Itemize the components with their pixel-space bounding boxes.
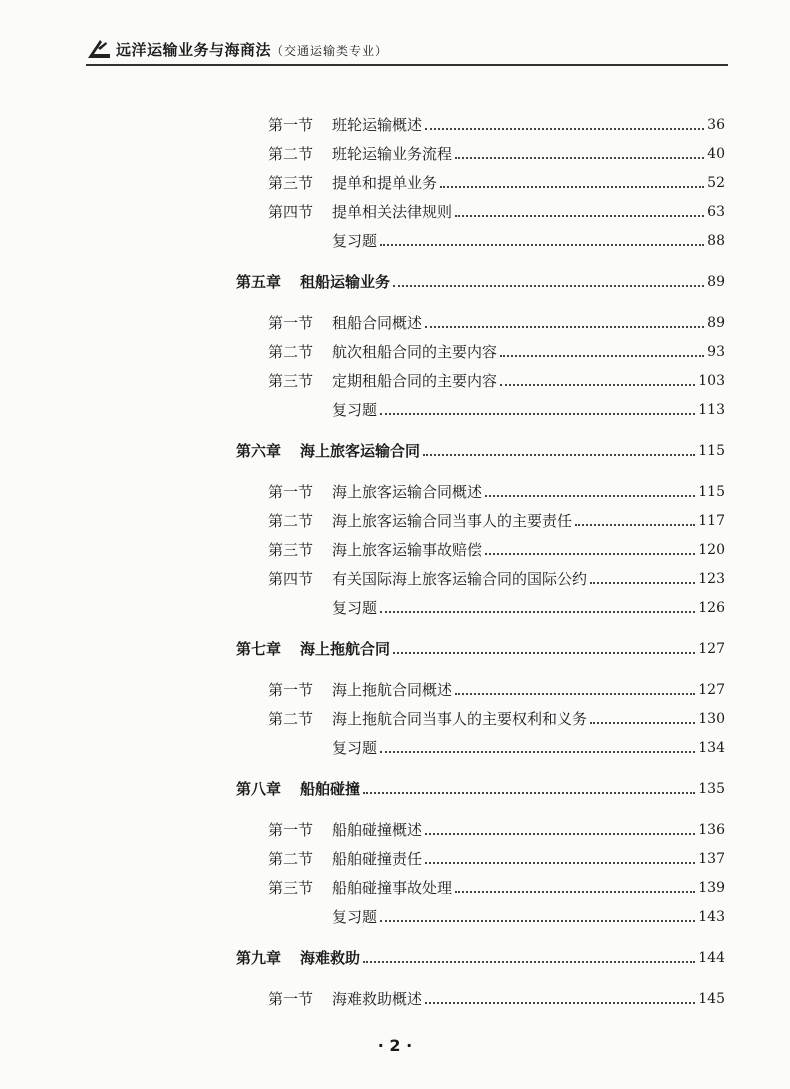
toc-entry-number: 第八章: [236, 780, 282, 798]
toc-entry-page: 136: [698, 822, 725, 838]
toc-chapter-row[interactable]: [236, 778, 725, 800]
toc-section-row[interactable]: [268, 539, 725, 561]
toc-leader-dots: [425, 833, 695, 835]
toc-leader-dots: [425, 1002, 695, 1004]
page-number: · 2 ·: [377, 1036, 413, 1055]
toc-entry-number: 第二节: [268, 850, 314, 868]
toc-leader-dots: [393, 652, 695, 654]
toc-section-row[interactable]: [268, 143, 725, 165]
toc-entry-title: 海上旅客运输合同概述: [332, 483, 483, 501]
toc-entry-number: 第一节: [268, 990, 314, 1008]
toc-entry-number: 第三节: [268, 372, 314, 390]
toc-entry-title: 租船合同概述: [332, 314, 423, 332]
toc-entry-page: 89: [707, 274, 725, 290]
toc-section-row[interactable]: [268, 370, 725, 392]
toc-entry-number: 第七章: [236, 640, 282, 658]
toc-section-row[interactable]: [268, 312, 725, 334]
toc-leader-dots: [500, 384, 695, 386]
toc-entry-number: 第三节: [268, 174, 314, 192]
toc-section-row[interactable]: [268, 399, 725, 421]
toc-entry-title: 复习题: [332, 739, 378, 757]
toc-entry-page: 63: [707, 204, 725, 220]
book-title: 远洋运输业务与海商法（交通运输类专业）: [116, 41, 389, 59]
toc-section-row[interactable]: [268, 679, 725, 701]
toc-leader-dots: [425, 128, 704, 130]
toc-leader-dots: [500, 355, 704, 357]
toc-entry-number: 第一节: [268, 821, 314, 839]
toc-entry-page: 135: [698, 781, 725, 797]
toc-entry-page: 40: [707, 146, 725, 162]
toc-entry-page: 88: [707, 233, 725, 249]
toc-entry-number: 第一节: [268, 116, 314, 134]
toc-section-row[interactable]: [268, 114, 725, 136]
toc-entry-number: 第二节: [268, 512, 314, 530]
toc-entry-number: 第四节: [268, 203, 314, 221]
toc-entry-number: 第二节: [268, 343, 314, 361]
toc-entry-page: 130: [698, 711, 725, 727]
toc-entry-page: 103: [698, 373, 725, 389]
toc-entry-title: 复习题: [332, 908, 378, 926]
toc-entry-page: 139: [698, 880, 725, 896]
toc-section-row[interactable]: [268, 510, 725, 532]
toc-leader-dots: [590, 722, 695, 724]
toc-entry-page: 143: [698, 909, 725, 925]
toc-entry-title: 船舶碰撞概述: [332, 821, 423, 839]
toc-entry-number: 第三节: [268, 879, 314, 897]
toc-section-row[interactable]: [268, 201, 725, 223]
toc-entry-page: 89: [707, 315, 725, 331]
toc-entry-number: 第九章: [236, 949, 282, 967]
toc-section-row[interactable]: [268, 597, 725, 619]
toc-entry-number: 第三节: [268, 541, 314, 559]
toc-leader-dots: [425, 326, 704, 328]
toc-chapter-row[interactable]: [236, 947, 725, 969]
toc-chapter-row[interactable]: [236, 638, 725, 660]
toc-leader-dots: [440, 186, 704, 188]
toc-leader-dots: [380, 611, 695, 613]
toc-leader-dots: [485, 495, 695, 497]
toc-leader-dots: [455, 693, 695, 695]
toc-entry-title: 船舶碰撞: [300, 780, 361, 798]
toc-entry-title: 海上旅客运输事故赔偿: [332, 541, 483, 559]
toc-chapter-row[interactable]: [236, 440, 725, 462]
toc-leader-dots: [485, 553, 695, 555]
toc-entry-title: 定期租船合同的主要内容: [332, 372, 498, 390]
toc-section-row[interactable]: [268, 848, 725, 870]
toc-entry-title: 班轮运输概述: [332, 116, 423, 134]
toc-entry-title: 海上拖航合同: [300, 640, 391, 658]
toc-section-row[interactable]: [268, 988, 725, 1010]
toc-entry-title: 海上旅客运输合同当事人的主要责任: [332, 512, 573, 530]
toc-section-row[interactable]: [268, 341, 725, 363]
toc-leader-dots: [380, 413, 695, 415]
toc-leader-dots: [423, 454, 695, 456]
toc-entry-title: 海上旅客运输合同: [300, 442, 421, 460]
toc-section-row[interactable]: [268, 172, 725, 194]
toc-entry-page: 52: [707, 175, 725, 191]
toc-leader-dots: [575, 524, 695, 526]
book-subtitle: （交通运输类专业）: [271, 44, 389, 58]
toc-leader-dots: [380, 920, 695, 922]
toc-leader-dots: [425, 862, 695, 864]
toc-leader-dots: [455, 891, 695, 893]
toc-entry-page: 145: [698, 991, 725, 1007]
toc-entry-page: 137: [698, 851, 725, 867]
toc-leader-dots: [393, 285, 704, 287]
toc-entry-page: 36: [707, 117, 725, 133]
toc-entry-title: 有关国际海上旅客运输合同的国际公约: [332, 570, 588, 588]
toc-leader-dots: [455, 215, 704, 217]
toc-entry-number: 第五章: [236, 273, 282, 291]
toc-section-row[interactable]: [268, 568, 725, 590]
running-header: [86, 34, 728, 66]
toc-entry-page: 113: [698, 402, 725, 418]
toc-entry-page: 144: [698, 950, 725, 966]
toc-entry-title: 复习题: [332, 599, 378, 617]
toc-entry-title: 班轮运输业务流程: [332, 145, 453, 163]
toc-entry-number: 第六章: [236, 442, 282, 460]
toc-leader-dots: [380, 751, 695, 753]
toc-section-row[interactable]: [268, 819, 725, 841]
toc-entry-title: 提单相关法律规则: [332, 203, 453, 221]
toc-entry-number: 第一节: [268, 681, 314, 699]
toc-entry-title: 海难救助概述: [332, 990, 423, 1008]
toc-entry-page: 117: [698, 513, 725, 529]
toc-leader-dots: [363, 961, 695, 963]
toc-entry-number: 第二节: [268, 145, 314, 163]
toc-entry-title: 提单和提单业务: [332, 174, 438, 192]
toc-entry-number: 第二节: [268, 710, 314, 728]
toc-section-row[interactable]: [268, 737, 725, 759]
toc-entry-page: 127: [698, 682, 725, 698]
toc-entry-title: 船舶碰撞事故处理: [332, 879, 453, 897]
toc-section-row[interactable]: [268, 877, 725, 899]
toc-entry-page: 115: [698, 443, 725, 459]
toc-entry-page: 115: [698, 484, 725, 500]
toc-entry-number: 第一节: [268, 314, 314, 332]
toc-entry-title: 船舶碰撞责任: [332, 850, 423, 868]
toc-entry-title: 复习题: [332, 232, 378, 250]
toc-entry-page: 134: [698, 740, 725, 756]
toc-leader-dots: [380, 244, 704, 246]
toc-section-row[interactable]: [268, 708, 725, 730]
toc-entry-number: 第一节: [268, 483, 314, 501]
toc-entry-title: 海上拖航合同概述: [332, 681, 453, 699]
toc-entry-title: 海难救助: [300, 949, 361, 967]
toc-section-row[interactable]: [268, 906, 725, 928]
toc-chapter-row[interactable]: [236, 271, 725, 293]
toc-entry-page: 127: [698, 641, 725, 657]
toc-entry-title: 租船运输业务: [300, 273, 391, 291]
toc-entry-title: 海上拖航合同当事人的主要权利和义务: [332, 710, 588, 728]
toc-entry-title: 航次租船合同的主要内容: [332, 343, 498, 361]
toc-entry-page: 120: [698, 542, 725, 558]
toc-entry-page: 126: [698, 600, 725, 616]
toc-entry-number: 第四节: [268, 570, 314, 588]
toc-entry-title: 复习题: [332, 401, 378, 419]
toc-leader-dots: [590, 582, 695, 584]
toc-entry-page: 123: [698, 571, 725, 587]
toc-leader-dots: [455, 157, 704, 159]
toc-entry-page: 93: [707, 344, 725, 360]
toc-section-row[interactable]: [268, 481, 725, 503]
publisher-logo-icon: [86, 36, 112, 60]
toc-leader-dots: [363, 792, 695, 794]
toc-section-row[interactable]: [268, 230, 725, 252]
